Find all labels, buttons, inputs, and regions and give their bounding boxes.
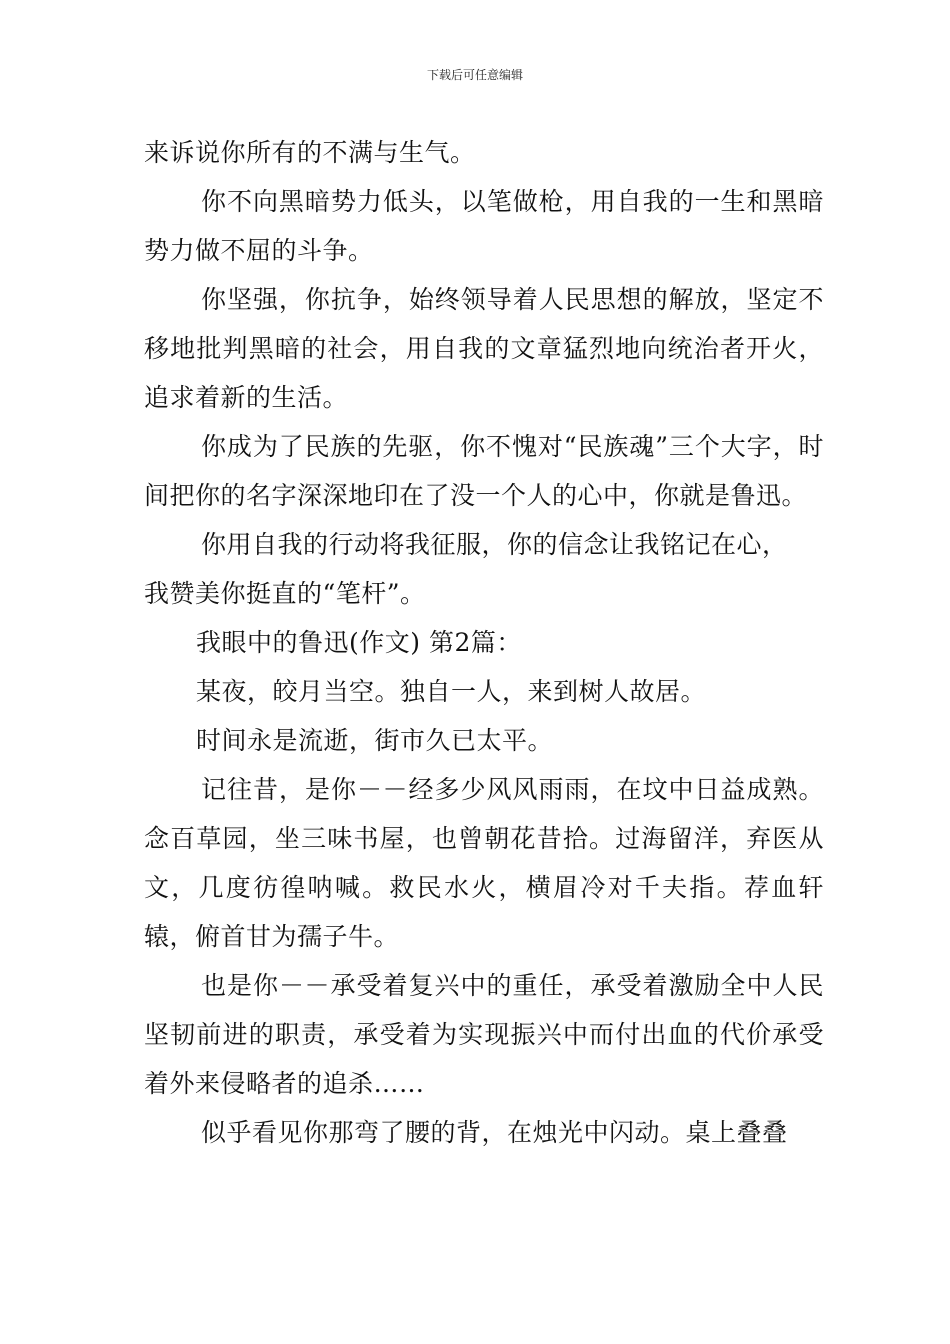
paragraph-2: 你不向黑暗势力低头，以笔做枪，用自我的一生和黑暗势力做不屈的斗争。	[144, 187, 824, 265]
paragraph-9: 记往昔，是你－－经多少风风雨雨，在坟中日益成熟。念百草园，坐三味书屋，也曾朝花昔拾。过海留洋，弃医从文，几度彷徨呐喊。救民水火，横眉冷对千夫指。荐血轩辕，俯首甘为孺子牛。	[144, 775, 824, 951]
document-body	[144, 128, 824, 1157]
paragraph-4: 你成为了民族的先驱，你不愧对“民族魂”三个大字，时间把你的名字深深地印在了没一个人的心中，你就是鲁迅。	[144, 432, 824, 510]
paragraph-5: 你用自我的行动将我征服，你的信念让我铭记在心，	[201, 530, 788, 559]
paragraph-1: 来诉说你所有的不满与生气。	[144, 138, 476, 167]
page-header: 下载后可任意编辑	[426, 68, 523, 82]
paragraph-6: 我赞美你挺直的“笔杆”。	[144, 579, 426, 608]
paragraph-10: 也是你－－承受着复兴中的重任，承受着激励全中人民坚韧前进的职责，承受着为实现振兴中而付出血的代价承受着外来侵略者的追杀……	[144, 971, 824, 1098]
section-heading: 我眼中的鲁迅(作文) 第2篇：	[196, 628, 522, 657]
paragraph-3: 你坚强，你抗争，始终领导着人民思想的解放，坚定不移地批判黑暗的社会，用自我的文章猛烈地向统治者开火，追求着新的生活。	[144, 285, 824, 412]
paragraph-8: 时间永是流逝，街市久已太平。	[196, 726, 554, 755]
paragraph-7: 某夜，皎月当空。独自一人，来到树人故居。	[196, 677, 707, 706]
paragraph-11: 似乎看见你那弯了腰的背，在烛光中闪动。桌上叠叠	[201, 1118, 788, 1147]
